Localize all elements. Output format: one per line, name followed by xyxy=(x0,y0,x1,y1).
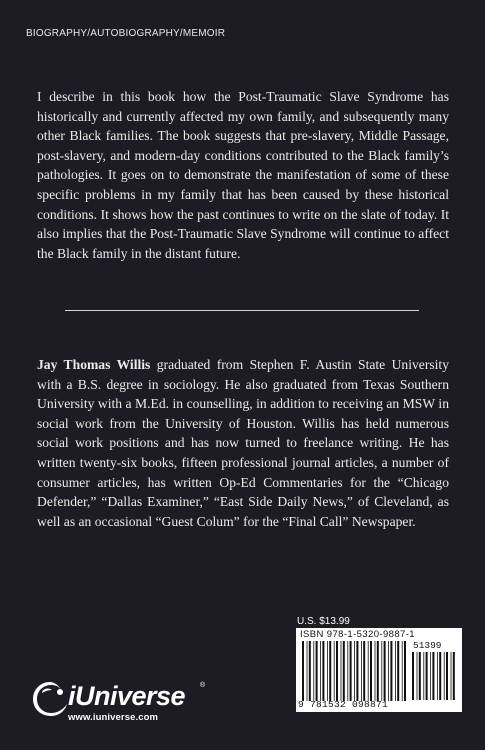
barcode-bar xyxy=(404,641,406,701)
barcode-bar xyxy=(384,641,386,701)
barcode-bar xyxy=(313,641,314,701)
barcode-bar xyxy=(444,652,445,700)
barcode-bar xyxy=(370,641,372,701)
barcode-addon-digits: 51399 xyxy=(413,640,442,651)
barcode-bar xyxy=(361,641,362,701)
author-name: Jay Thomas Willis xyxy=(37,357,151,372)
barcode-bar xyxy=(402,641,403,701)
barcode-bar xyxy=(334,641,335,701)
barcode-bar xyxy=(417,652,418,700)
publisher-url: www.iuniverse.com xyxy=(68,712,159,723)
barcode-bar xyxy=(453,652,455,700)
barcode-bar xyxy=(426,652,428,700)
barcode-bar xyxy=(430,652,431,700)
barcode-bar xyxy=(320,641,321,701)
book-description: I describe in this book how the Post-Traumatic Slave Syndrome has historically and currently affected my own family, and subsequently many other Black families. The book suggests that pre-slavery, Middle Passage, post-slavery, and modern-day conditions contributed to the Black family’s pathologies. It goes on to demonstrate the manifestation of some of these specific problems in my family that has been caused by these historical conditions. It shows how the past continues to write on the slate of today. It also implies that the Post-Traumatic Slave Syndrome will continue to affect the Black family in the distant future. xyxy=(37,89,449,261)
category-label: BIOGRAPHY/AUTOBIOGRAPHY/MEMOIR xyxy=(26,28,226,39)
barcode-bar xyxy=(375,641,376,701)
barcode-bar xyxy=(309,641,311,701)
barcode-bar xyxy=(390,641,392,701)
registered-mark: ® xyxy=(200,682,206,689)
barcode-ean-digits: 9 781532 098871 xyxy=(298,699,389,710)
barcode-main-bars xyxy=(302,641,406,701)
barcode-bar xyxy=(343,641,345,701)
barcode-bar xyxy=(397,641,399,701)
barcode-bar xyxy=(327,641,328,701)
publisher-name: iUniverse xyxy=(68,681,186,711)
barcode-addon-bars xyxy=(412,652,456,700)
barcode-bar xyxy=(446,652,448,700)
barcode-bar xyxy=(336,641,338,701)
barcode-bar xyxy=(307,641,308,701)
barcode-bar xyxy=(388,641,389,701)
barcode-icon xyxy=(296,628,462,712)
barcode-bar xyxy=(395,641,396,701)
author-bio xyxy=(37,355,449,531)
barcode-bar xyxy=(322,641,324,701)
iuniverse-logo-icon xyxy=(30,679,220,723)
barcode-bar xyxy=(423,652,424,700)
barcode-bar xyxy=(451,652,452,700)
barcode-bar xyxy=(432,652,434,700)
divider-rule xyxy=(65,310,419,311)
barcode-bar xyxy=(347,641,348,701)
author-bio-text: graduated from Stephen F. Austin State University with a B.S. degree in sociology. He also graduated from Texas Southern University with a M.Ed. in counselling, in addition to receiving an MSW in social work from the University of Houston. Willis has held numerous social work positions and has now turned to freelance writing. He has written twenty-six books, fifteen professional journal articles, a number of consumer articles, has written Op-Ed Commentaries for the “Chicago Defender,” “Dallas Examiner,” “East Side Daily News,” of Cleveland, as well as an occasional “Guest Colum” for the “Final Call” Newspaper. xyxy=(37,357,450,529)
price-label: U.S. $13.99 xyxy=(297,616,350,627)
barcode-bar xyxy=(329,641,331,701)
barcode-bar xyxy=(439,652,441,700)
barcode-bar xyxy=(354,641,355,701)
barcode-bar xyxy=(350,641,352,701)
iuniverse-swirl-icon xyxy=(30,679,70,719)
barcode-bar xyxy=(302,641,304,701)
barcode-bar xyxy=(419,652,421,700)
barcode-bar xyxy=(368,641,369,701)
barcode-bar xyxy=(316,641,318,701)
barcode-bar xyxy=(341,641,342,701)
barcode-bar xyxy=(363,641,365,701)
barcode-bar xyxy=(356,641,358,701)
barcode-bar xyxy=(412,652,414,700)
barcode-bar xyxy=(377,641,379,701)
barcode-bar xyxy=(381,641,382,701)
isbn-number: ISBN 978-1-5320-9887-1 xyxy=(300,629,415,640)
barcode-bar xyxy=(437,652,438,700)
